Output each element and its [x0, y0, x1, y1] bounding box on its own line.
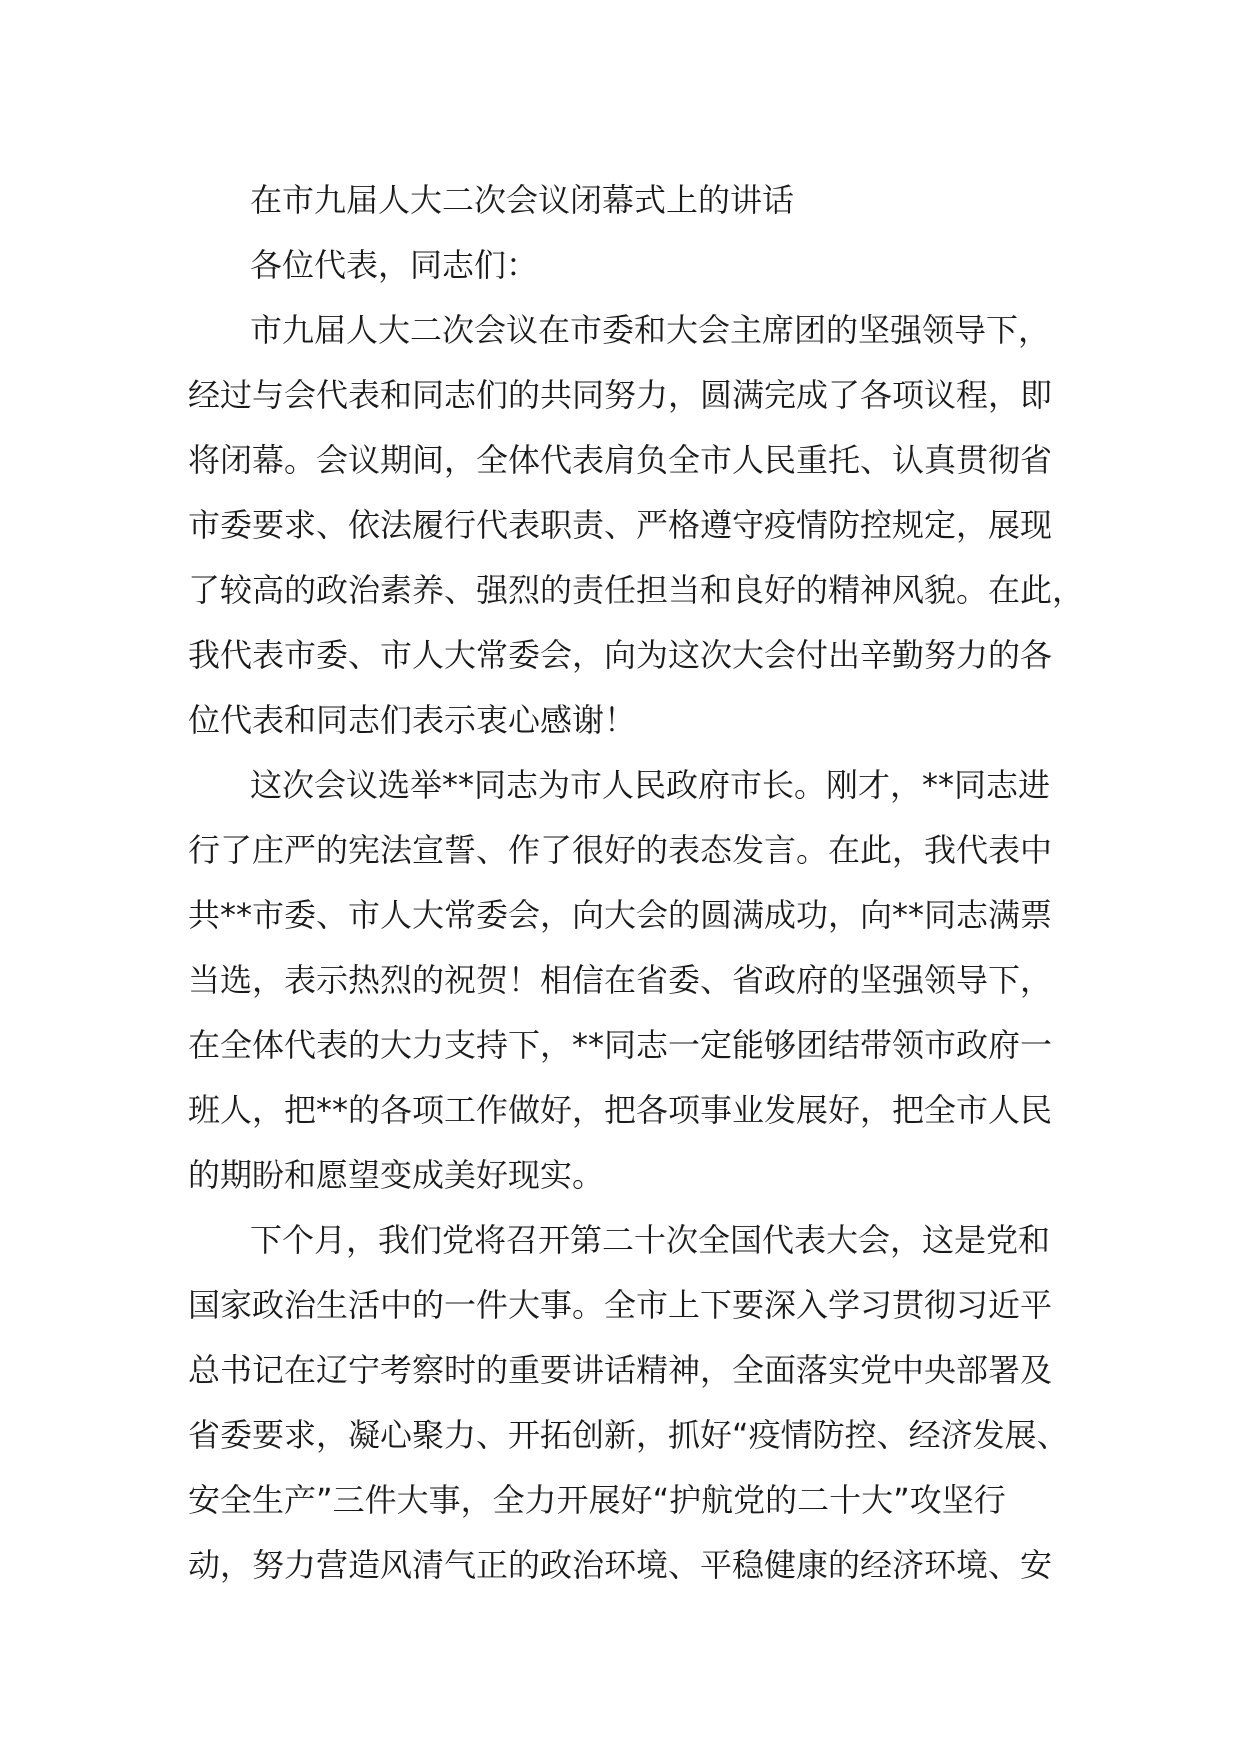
paragraph-line: 省委要求，凝心聚力、开拓创新，抓好“疫情防控、经济发展、	[188, 1416, 1069, 1454]
paragraph-2	[188, 753, 1088, 1208]
document-title: 在市九届人大二次会议闭幕式上的讲话	[250, 181, 795, 219]
paragraph-line: 国家政治生活中的一件大事。全市上下要深入学习贯彻习近平	[188, 1286, 1053, 1324]
paragraph-line: 安全生产”三件大事，全力开展好“护航党的二十大”攻坚行	[188, 1481, 1006, 1519]
paragraph-line: 的期盼和愿望变成美好现实。	[188, 1156, 605, 1194]
paragraph-line: 当选，表示热烈的祝贺！相信在省委、省政府的坚强领导下，	[188, 961, 1053, 999]
paragraph-line: 市九届人大二次会议在市委和大会主席团的坚强领导下，	[250, 311, 1051, 349]
paragraph-line: 行了庄严的宪法宣誓、作了很好的表态发言。在此，我代表中	[188, 831, 1053, 869]
paragraph-line: 班人，把**的各项工作做好，把各项事业发展好，把全市人民	[188, 1091, 1053, 1129]
paragraph-line: 在全体代表的大力支持下，**同志一定能够团结带领市政府一	[188, 1026, 1053, 1064]
document-body	[188, 168, 1088, 1598]
paragraph-line: 动，努力营造风清气正的政治环境、平稳健康的经济环境、安	[188, 1546, 1053, 1584]
paragraph-line: 下个月，我们党将召开第二十次全国代表大会，这是党和	[250, 1221, 1051, 1259]
paragraph-line: 市委要求、依法履行代表职责、严格遵守疫情防控规定，展现	[188, 506, 1053, 544]
paragraph-line: 位代表和同志们表示衷心感谢！	[188, 701, 637, 739]
salutation: 各位代表，同志们：	[250, 246, 539, 284]
paragraph-line: 共**市委、市人大常委会，向大会的圆满成功，向**同志满票	[188, 896, 1053, 934]
paragraph-line: 经过与会代表和同志们的共同努力，圆满完成了各项议程，即	[188, 376, 1053, 414]
paragraph-line: 我代表市委、市人大常委会，向为这次大会付出辛勤努力的各	[188, 636, 1053, 674]
paragraph-line: 这次会议选举**同志为市人民政府市长。刚才，**同志进	[250, 766, 1051, 804]
paragraph-1	[188, 298, 1088, 753]
paragraph-3	[188, 1208, 1088, 1598]
paragraph-line: 了较高的政治素养、强烈的责任担当和良好的精神风貌。在此，	[188, 571, 1085, 609]
paragraph-line: 将闭幕。会议期间，全体代表肩负全市人民重托、认真贯彻省	[188, 441, 1053, 479]
paragraph-line: 总书记在辽宁考察时的重要讲话精神，全面落实党中央部署及	[188, 1351, 1053, 1389]
